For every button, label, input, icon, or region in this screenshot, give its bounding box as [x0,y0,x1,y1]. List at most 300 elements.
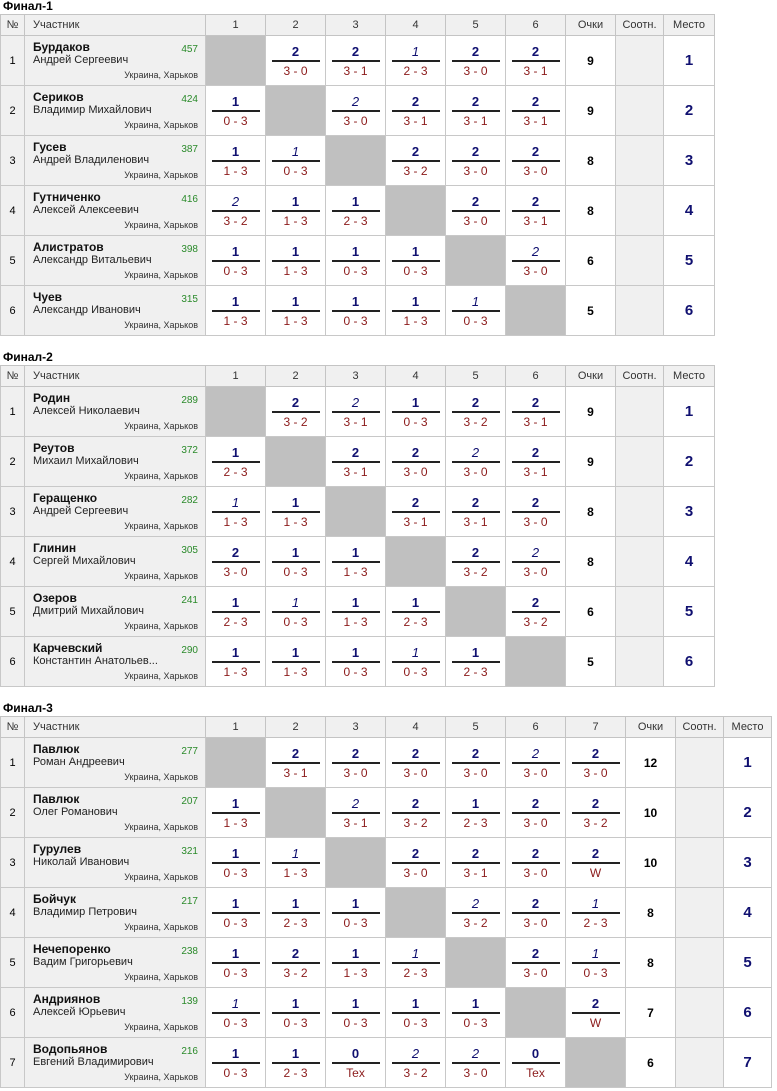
game-divider [512,60,560,62]
game-cell[interactable] [446,286,506,336]
ratio-cell [616,537,664,587]
game-score: 1 [351,293,360,309]
game-cell[interactable] [206,236,266,286]
game-divider [272,912,320,914]
game-cell[interactable] [506,1038,566,1088]
game-cell[interactable] [266,36,326,86]
game-score: 1 [351,243,360,259]
game-cell[interactable] [266,988,326,1038]
game-cell[interactable] [566,788,626,838]
game-cell[interactable] [326,387,386,437]
game-score: 2 [471,43,480,59]
game-cell[interactable] [386,387,446,437]
game-divider [332,60,380,62]
self-cell [506,637,566,687]
game-score: 1 [411,594,420,610]
game-cell[interactable] [506,387,566,437]
game-cell[interactable] [206,136,266,186]
player-city: Украина, Харьков [124,571,198,581]
game-divider [212,260,260,262]
game-divider [272,511,320,513]
game-cell[interactable] [446,637,506,687]
place-cell: 3 [724,838,772,888]
game-cell[interactable] [446,387,506,437]
game-score: 2 [471,494,480,510]
player-cell [25,637,206,687]
row-number: 3 [1,136,25,186]
game-cell[interactable] [386,938,446,988]
header-place: Место [664,366,715,387]
player-last-name[interactable]: Геращенко [33,491,98,505]
player-last-name[interactable]: Карчевский [33,641,103,655]
game-result: 0 - 3 [283,163,308,178]
game-cell[interactable] [506,738,566,788]
game-cell[interactable] [506,587,566,637]
game-cell[interactable] [566,738,626,788]
game-score: 2 [231,544,240,560]
game-divider [332,411,380,413]
game-cell[interactable] [206,988,266,1038]
self-cell [566,1038,626,1088]
game-cell[interactable] [266,236,326,286]
game-score: 1 [231,594,240,610]
game-divider [212,160,260,162]
player-rating: 216 [181,1046,198,1057]
game-result: 0 - 3 [343,915,368,930]
game-score: 1 [231,143,240,159]
game-score: 1 [291,193,300,209]
game-cell[interactable] [446,186,506,236]
player-last-name[interactable]: Глинин [33,541,77,555]
header-ratio: Соотн. [616,15,664,36]
game-cell[interactable] [446,437,506,487]
game-result: 0 - 3 [223,965,248,980]
ratio-cell [616,637,664,687]
player-last-name[interactable]: Гурулев [33,842,82,856]
game-cell[interactable] [506,36,566,86]
points-cell: 9 [566,437,616,487]
player-rating: 398 [181,244,198,255]
game-result: 2 - 3 [283,1065,308,1080]
game-divider [332,812,380,814]
game-divider [272,561,320,563]
game-cell[interactable] [386,236,446,286]
game-score: 1 [471,795,480,811]
game-divider [332,210,380,212]
game-divider [452,762,500,764]
player-last-name[interactable]: Бойчук [33,892,76,906]
game-cell[interactable] [206,537,266,587]
game-cell[interactable] [326,286,386,336]
game-cell[interactable] [266,637,326,687]
header-num: № [1,15,25,36]
section-title: Финал-2 [3,350,53,364]
player-first-name: Владимир Михайлович [33,104,152,116]
game-score: 2 [531,795,540,811]
points-cell: 12 [626,738,676,788]
player-cell [25,988,206,1038]
player-last-name[interactable]: Чуев [33,290,62,304]
game-result: 3 - 1 [283,765,308,780]
game-cell[interactable] [566,888,626,938]
game-cell[interactable] [446,86,506,136]
ratio-cell [616,286,664,336]
game-divider [272,260,320,262]
game-cell[interactable] [266,387,326,437]
player-first-name: Олег Романович [33,806,118,818]
game-result: 3 - 0 [523,965,548,980]
game-result: 1 - 3 [403,313,428,328]
points-cell: 9 [566,36,616,86]
game-cell[interactable] [206,587,266,637]
game-score: 2 [531,845,540,861]
game-result: 3 - 2 [463,414,488,429]
game-score: 1 [231,995,240,1011]
player-last-name[interactable]: Родин [33,391,71,405]
game-divider [392,461,440,463]
game-cell[interactable] [506,888,566,938]
game-divider [392,511,440,513]
game-cell[interactable] [326,537,386,587]
game-cell[interactable] [326,938,386,988]
game-cell[interactable] [386,136,446,186]
game-divider [512,561,560,563]
game-cell[interactable] [386,738,446,788]
game-score: 2 [471,394,480,410]
player-cell [25,86,206,136]
game-score: 2 [531,895,540,911]
game-score: 1 [291,143,300,159]
place-cell: 4 [664,537,715,587]
game-divider [212,561,260,563]
game-result: 0 - 3 [223,263,248,278]
header-opponent-4: 4 [386,366,446,387]
game-cell[interactable] [266,487,326,537]
row-number: 2 [1,788,25,838]
game-cell[interactable] [266,587,326,637]
game-score: 2 [411,444,420,460]
ratio-cell [616,236,664,286]
player-rating: 424 [181,94,198,105]
game-score: 2 [531,43,540,59]
game-result: 1 - 3 [283,263,308,278]
game-result: 1 - 3 [283,664,308,679]
self-cell [326,838,386,888]
player-cell [25,888,206,938]
game-cell[interactable] [326,186,386,236]
game-cell[interactable] [386,36,446,86]
game-divider [572,862,620,864]
table-row [1,938,772,988]
game-cell[interactable] [206,186,266,236]
table-row [1,988,772,1038]
game-cell[interactable] [446,537,506,587]
header-opponent-6: 6 [506,366,566,387]
game-cell[interactable] [386,637,446,687]
game-cell[interactable] [386,86,446,136]
player-last-name[interactable]: Бурдаков [33,40,90,54]
player-last-name[interactable]: Андриянов [33,992,101,1006]
player-last-name[interactable]: Водопьянов [33,1042,108,1056]
table-row [1,136,715,186]
game-cell[interactable] [566,838,626,888]
game-divider [212,1062,260,1064]
player-last-name[interactable]: Гутниченко [33,190,101,204]
player-cell [25,738,206,788]
game-score: 1 [351,544,360,560]
game-cell[interactable] [506,86,566,136]
game-cell[interactable] [326,637,386,687]
game-cell[interactable] [446,487,506,537]
player-last-name[interactable]: Павлюк [33,742,80,756]
game-cell[interactable] [326,788,386,838]
header-opponent-1: 1 [206,366,266,387]
game-score: 2 [291,43,300,59]
game-score: 2 [591,795,600,811]
game-cell[interactable] [446,1038,506,1088]
game-score: 1 [471,644,480,660]
header-num: № [1,366,25,387]
game-cell[interactable] [446,36,506,86]
game-score: 1 [231,845,240,861]
game-cell[interactable] [506,236,566,286]
game-result: 1 - 3 [223,163,248,178]
game-cell[interactable] [266,537,326,587]
player-last-name[interactable]: Реутов [33,441,75,455]
game-result: 0 - 3 [403,664,428,679]
game-result: W [589,1015,602,1030]
game-result: 3 - 0 [523,163,548,178]
game-cell[interactable] [386,487,446,537]
game-cell[interactable] [446,888,506,938]
game-score: 2 [591,995,600,1011]
header-participant: Участник [25,366,206,387]
player-rating: 217 [181,896,198,907]
game-cell[interactable] [446,988,506,1038]
player-first-name: Дмитрий Михайлович [33,605,144,617]
game-result: 3 - 0 [463,1065,488,1080]
game-result: 0 - 3 [343,1015,368,1030]
player-last-name[interactable]: Алистратов [33,240,104,254]
game-cell[interactable] [506,487,566,537]
game-divider [452,160,500,162]
game-result: 2 - 3 [403,965,428,980]
game-cell[interactable] [266,938,326,988]
header-opponent-5: 5 [446,717,506,738]
game-cell[interactable] [266,136,326,186]
ratio-cell [676,788,724,838]
table-row [1,186,715,236]
header-opponent-5: 5 [446,15,506,36]
game-cell[interactable] [506,537,566,587]
ratio-cell [676,938,724,988]
game-cell[interactable] [326,437,386,487]
game-cell[interactable] [326,738,386,788]
player-city: Украина, Харьков [124,1022,198,1032]
points-cell: 5 [566,637,616,687]
game-divider [512,160,560,162]
game-cell[interactable] [326,86,386,136]
game-score: 1 [291,644,300,660]
self-cell [386,888,446,938]
player-first-name: Евгений Владимирович [33,1056,154,1068]
player-first-name: Вадим Григорьевич [33,956,133,968]
game-cell[interactable] [506,788,566,838]
game-cell[interactable] [506,437,566,487]
player-last-name[interactable]: Гусев [33,140,67,154]
game-cell[interactable] [206,938,266,988]
header-opponent-2: 2 [266,717,326,738]
place-cell: 6 [664,637,715,687]
game-cell[interactable] [326,587,386,637]
game-cell[interactable] [206,788,266,838]
game-score: 2 [471,544,480,560]
game-cell[interactable] [266,1038,326,1088]
game-divider [512,912,560,914]
points-cell: 10 [626,788,676,838]
game-cell[interactable] [506,838,566,888]
game-cell[interactable] [326,36,386,86]
player-last-name[interactable]: Сериков [33,90,84,104]
game-score: 2 [231,193,240,209]
game-cell[interactable] [266,186,326,236]
player-city: Украина, Харьков [124,421,198,431]
game-cell[interactable] [386,988,446,1038]
game-cell[interactable] [386,437,446,487]
table-row [1,838,772,888]
game-result: 1 - 3 [283,213,308,228]
game-result: 0 - 3 [583,965,608,980]
game-divider [212,962,260,964]
final-section-2 [0,351,715,687]
game-score: 1 [591,945,600,961]
player-last-name[interactable]: Озеров [33,591,77,605]
game-result: 3 - 2 [403,163,428,178]
game-divider [512,461,560,463]
game-cell[interactable] [386,587,446,637]
points-cell: 9 [566,387,616,437]
game-cell[interactable] [206,86,266,136]
player-cell [25,387,206,437]
player-last-name[interactable]: Павлюк [33,792,80,806]
game-result: 1 - 3 [343,614,368,629]
game-result: 2 - 3 [343,213,368,228]
game-divider [572,762,620,764]
player-city: Украина, Харьков [124,922,198,932]
game-cell[interactable] [206,637,266,687]
game-cell[interactable] [566,988,626,1038]
game-cell[interactable] [206,437,266,487]
player-first-name: Константин Анатольев... [33,655,158,667]
game-result: 2 - 3 [583,915,608,930]
player-first-name: Алексей Николаевич [33,405,140,417]
game-divider [392,1062,440,1064]
game-cell[interactable] [206,888,266,938]
row-number: 2 [1,86,25,136]
game-divider [212,661,260,663]
game-cell[interactable] [266,738,326,788]
game-cell[interactable] [446,788,506,838]
game-cell[interactable] [206,838,266,888]
final-section-1 [0,0,715,336]
game-result: 3 - 1 [523,464,548,479]
game-cell[interactable] [386,1038,446,1088]
game-cell[interactable] [206,286,266,336]
game-score: 1 [291,895,300,911]
game-result: 1 - 3 [283,313,308,328]
game-cell[interactable] [566,938,626,988]
points-cell: 8 [566,487,616,537]
game-cell[interactable] [266,838,326,888]
game-cell[interactable] [506,136,566,186]
game-cell[interactable] [446,838,506,888]
player-rating: 238 [181,946,198,957]
self-cell [206,36,266,86]
game-score: 1 [291,544,300,560]
game-cell[interactable] [326,1038,386,1088]
game-result: 3 - 1 [343,464,368,479]
ratio-cell [616,86,664,136]
game-cell[interactable] [506,938,566,988]
game-score: 1 [471,995,480,1011]
game-score: 2 [471,895,480,911]
self-cell [266,86,326,136]
game-cell[interactable] [446,738,506,788]
row-number: 2 [1,437,25,487]
game-cell[interactable] [386,788,446,838]
game-cell[interactable] [206,487,266,537]
header-num: № [1,717,25,738]
final-section-3 [0,702,772,1088]
player-rating: 207 [181,796,198,807]
game-score: 2 [531,193,540,209]
table-row [1,487,715,537]
game-cell[interactable] [266,286,326,336]
player-city: Украина, Харьков [124,671,198,681]
player-first-name: Андрей Сергеевич [33,505,129,517]
game-divider [452,411,500,413]
game-cell[interactable] [266,888,326,938]
game-score: 2 [531,394,540,410]
player-last-name[interactable]: Нечепоренко [33,942,111,956]
game-score: 2 [531,544,540,560]
game-score: 2 [411,143,420,159]
points-cell: 6 [566,236,616,286]
self-cell [266,437,326,487]
player-cell [25,236,206,286]
player-rating: 289 [181,395,198,406]
header-opponent-2: 2 [266,15,326,36]
game-cell[interactable] [326,236,386,286]
game-score: 2 [471,444,480,460]
game-cell[interactable] [446,136,506,186]
game-score: 1 [231,494,240,510]
game-cell[interactable] [326,988,386,1038]
header-row [1,15,715,36]
game-cell[interactable] [206,1038,266,1088]
game-score: 1 [231,93,240,109]
game-score: 2 [531,494,540,510]
game-cell[interactable] [326,888,386,938]
player-first-name: Алексей Юрьевич [33,1006,126,1018]
game-divider [392,762,440,764]
game-cell[interactable] [386,838,446,888]
game-cell[interactable] [506,186,566,236]
self-cell [446,938,506,988]
game-score: 2 [411,795,420,811]
player-rating: 416 [181,194,198,205]
game-cell[interactable] [386,286,446,336]
